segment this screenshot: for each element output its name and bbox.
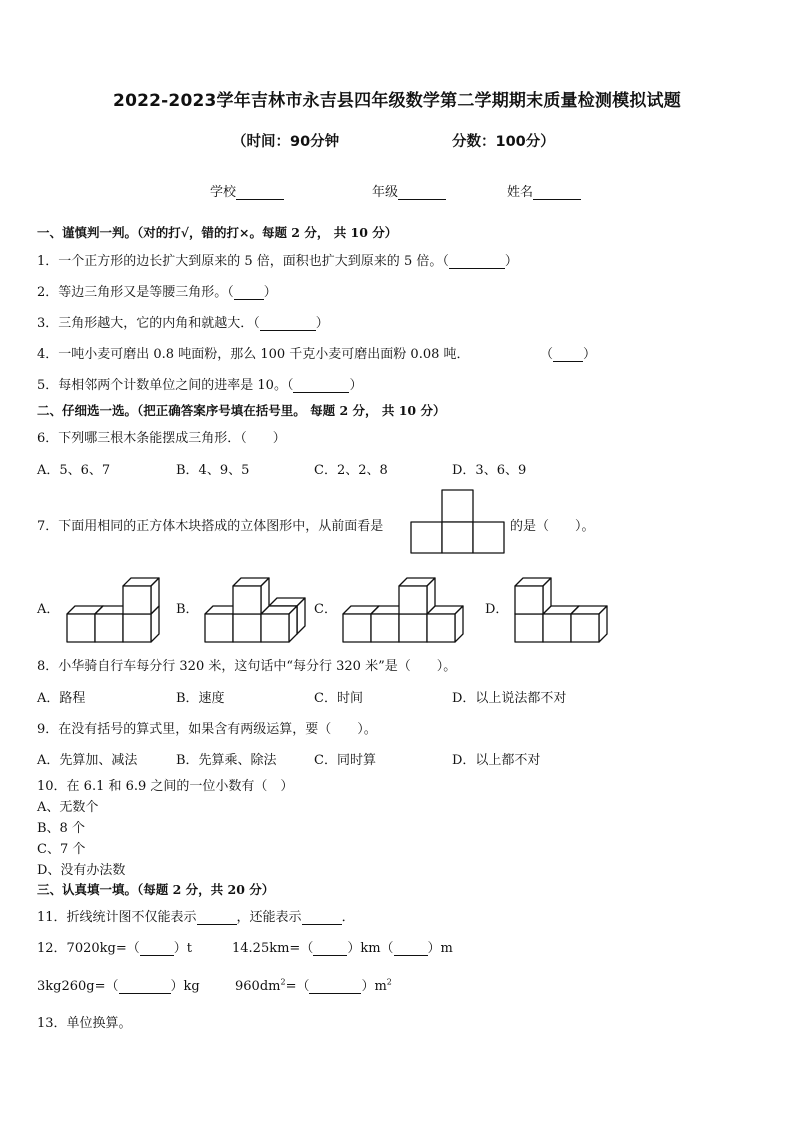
name-label: 姓名 (507, 185, 534, 200)
q7-option-a-label[interactable]: A． (37, 602, 60, 617)
q11-blank-2[interactable] (302, 911, 342, 925)
cube-face (515, 586, 543, 614)
q6-option-a[interactable]: A．5、6、7 (37, 463, 111, 478)
q7-option-c-label[interactable]: C． (314, 602, 337, 617)
front-view-square (411, 522, 442, 553)
q6-option-b[interactable]: B．4、9、5 (176, 463, 250, 478)
question-3: 3．三角形越大，它的内角和就越大．（ ） (37, 316, 329, 331)
q7-option-d-figure[interactable] (514, 568, 616, 644)
grade-blank[interactable] (398, 185, 446, 200)
q9-option-c[interactable]: C．同时算 (314, 753, 376, 768)
question-4: 4．一吨小麦可磨出 0.8 吨面粉，那么 100 千克小麦可磨出面粉 0.08 吨． (37, 347, 470, 362)
q7-option-a-figure[interactable] (66, 568, 168, 644)
section-1-heading: 一、谨慎判一判。（对的打√，错的打×。每题 2 分， 共 10 分） (37, 225, 398, 240)
question-1: 1．一个正方形的边长扩大到原来的 5 倍，面积也扩大到原来的 5 倍。（ ） (37, 254, 518, 269)
q12-blank-1[interactable] (140, 942, 174, 956)
q12-blank-2[interactable] (313, 942, 347, 956)
q9-option-b[interactable]: B．先算乘、除法 (176, 753, 277, 768)
question-9: 9．在没有括号的算式里，如果含有两级运算，要（ ）。 (37, 722, 377, 737)
question-11: 11．折线统计图不仅能表示 ，还能表示 ． (37, 910, 355, 925)
q7-option-d-label[interactable]: D． (485, 602, 509, 617)
name-field (507, 181, 581, 200)
q10-option-c[interactable]: C、7 个 (37, 842, 86, 857)
page-title: 2022-2023学年吉林市永吉县四年级数学第二学期期末质量检测模拟试题 (113, 91, 681, 111)
exam-score: 分数：100分） (452, 134, 555, 150)
school-label: 学校 (210, 185, 237, 200)
cube-face (371, 614, 399, 642)
q7-option-c-figure[interactable] (342, 568, 472, 644)
question-12-part-4: $960dm^2=$（ ）$m^2$ (235, 977, 392, 994)
cube-face (205, 614, 233, 642)
q9-option-a[interactable]: A．先算加、减法 (37, 753, 138, 768)
cube-face (261, 614, 289, 642)
cube-face (543, 614, 571, 642)
q12-blank-5[interactable] (309, 980, 361, 994)
q6-option-c[interactable]: C．2、2、8 (314, 463, 388, 478)
q6-option-d[interactable]: D．3、6、9 (452, 463, 527, 478)
question-7-tail: 的是（ ）。 (510, 519, 595, 534)
front-view-top-square (442, 490, 473, 522)
grade-field (372, 181, 446, 200)
q10-option-b[interactable]: B、8 个 (37, 821, 85, 836)
q3-answer-blank[interactable] (260, 317, 316, 331)
grade-label: 年级 (372, 185, 399, 200)
question-6: 6．下列哪三根木条能摆成三角形．（ ） (37, 431, 286, 446)
question-12-part-1: 12．7020kg=（ ）t (37, 941, 192, 956)
cube-face (123, 586, 151, 614)
q1-answer-blank[interactable] (449, 255, 505, 269)
q8-option-a[interactable]: A．路程 (37, 691, 86, 706)
school-blank[interactable] (236, 185, 284, 200)
cube-face (399, 614, 427, 642)
cube-face (399, 586, 427, 614)
cube-face (95, 614, 123, 642)
question-2: 2．等边三角形又是等腰三角形。（ ） (37, 285, 277, 300)
cube-face (233, 586, 261, 614)
q5-answer-blank[interactable] (293, 379, 349, 393)
q2-answer-blank[interactable] (234, 286, 264, 300)
q8-option-c[interactable]: C．时间 (314, 691, 363, 706)
q4-answer: （ ） (540, 347, 597, 362)
question-8: 8．小华骑自行车每分行 320 米，这句话中“每分行 320 米”是（ ）。 (37, 659, 457, 674)
q7-option-b-label[interactable]: B． (176, 602, 199, 617)
q8-option-d[interactable]: D．以上说法都不对 (452, 691, 567, 706)
q12-blank-3[interactable] (394, 942, 428, 956)
question-10: 10．在 6.1 和 6.9 之间的一位小数有（ ） (37, 779, 294, 794)
section-3-heading: 三、认真填一填。（每题 2 分，共 20 分） (37, 882, 275, 897)
front-view-figure (411, 489, 507, 553)
cube-face (571, 614, 599, 642)
cube-face (427, 614, 455, 642)
cube-face (123, 614, 151, 642)
front-view-square (442, 522, 473, 553)
q11-blank-1[interactable] (197, 911, 237, 925)
question-7: 7．下面用相同的正方体木块搭成的立体图形中，从前面看是 (37, 519, 384, 534)
section-2-heading: 二、仔细选一选。（把正确答案序号填在括号里。 每题 2 分， 共 10 分） (37, 403, 446, 418)
q10-option-d[interactable]: D、没有办法数 (37, 863, 126, 878)
cube-face (67, 614, 95, 642)
name-blank[interactable] (533, 185, 581, 200)
question-12-part-3: 3kg260g=（ ）kg (37, 979, 200, 994)
front-view-square (473, 522, 504, 553)
cube-face (343, 614, 371, 642)
q8-option-b[interactable]: B．速度 (176, 691, 225, 706)
school-field (210, 181, 284, 200)
cube-face (233, 614, 261, 642)
cube-face (515, 614, 543, 642)
question-12-part-2: 14.25km=（ ）km（ ）m (232, 941, 453, 956)
question-5: 5．每相邻两个计数单位之间的进率是 10。（ ） (37, 378, 363, 393)
q12-blank-4[interactable] (119, 980, 171, 994)
q9-option-d[interactable]: D．以上都不对 (452, 753, 541, 768)
q10-option-a[interactable]: A、无数个 (37, 800, 99, 815)
q4-answer-blank[interactable] (553, 348, 583, 362)
question-13: 13．单位换算。 (37, 1016, 132, 1031)
exam-time: （时间：90分钟 (232, 134, 340, 150)
q7-option-b-figure[interactable] (204, 568, 306, 644)
